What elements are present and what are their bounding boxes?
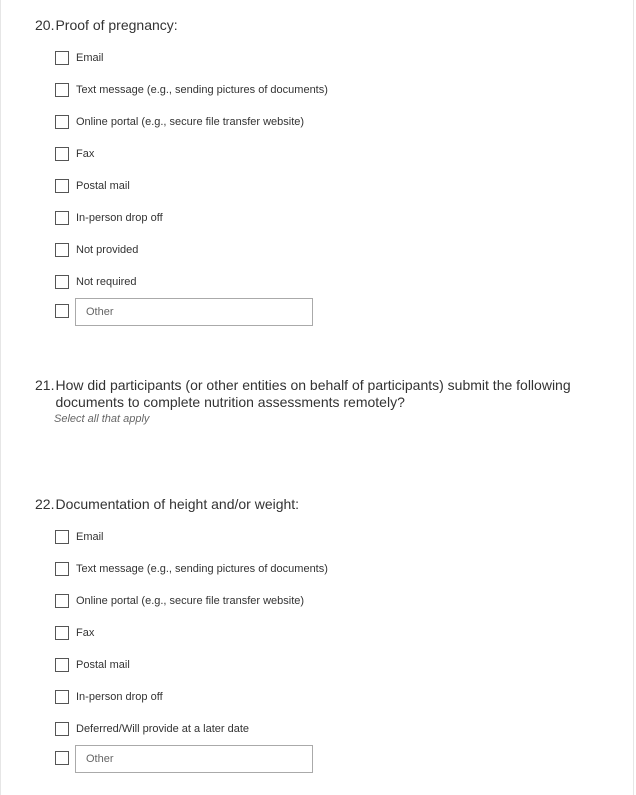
checkbox[interactable] bbox=[55, 275, 69, 289]
option-label: Text message (e.g., sending pictures of documents) bbox=[76, 84, 328, 96]
question-title bbox=[35, 496, 615, 513]
checkbox[interactable] bbox=[55, 147, 69, 161]
option-label: Text message (e.g., sending pictures of documents) bbox=[76, 563, 328, 575]
checkbox[interactable] bbox=[55, 243, 69, 257]
option-email[interactable] bbox=[55, 42, 615, 74]
question-text: Proof of pregnancy: bbox=[55, 17, 178, 33]
checkbox[interactable] bbox=[55, 304, 69, 318]
option-online-portal[interactable] bbox=[55, 585, 615, 617]
checkbox[interactable] bbox=[55, 658, 69, 672]
other-input[interactable] bbox=[75, 745, 313, 773]
option-online-portal[interactable] bbox=[55, 106, 615, 138]
checkbox[interactable] bbox=[55, 115, 69, 129]
option-label: Postal mail bbox=[76, 180, 130, 192]
question-number: 22. bbox=[35, 496, 55, 512]
option-label: In-person drop off bbox=[76, 212, 163, 224]
question-subtitle: Select all that apply bbox=[54, 413, 150, 425]
option-not-required[interactable] bbox=[55, 266, 615, 298]
option-label: Postal mail bbox=[76, 659, 130, 671]
checkbox[interactable] bbox=[55, 179, 69, 193]
option-in-person[interactable] bbox=[55, 202, 615, 234]
option-deferred[interactable] bbox=[55, 713, 615, 745]
option-label: Email bbox=[76, 531, 104, 543]
option-text-message[interactable] bbox=[55, 74, 615, 106]
checkbox[interactable] bbox=[55, 594, 69, 608]
option-postal-mail[interactable] bbox=[55, 649, 615, 681]
checkbox[interactable] bbox=[55, 690, 69, 704]
checkbox[interactable] bbox=[55, 626, 69, 640]
option-in-person[interactable] bbox=[55, 681, 615, 713]
question-number: 20. bbox=[35, 17, 55, 33]
option-label: Not required bbox=[76, 276, 137, 288]
option-label: Online portal (e.g., secure file transfer website) bbox=[76, 116, 305, 128]
question-text: Documentation of height and/or weight: bbox=[55, 496, 300, 512]
question-title bbox=[35, 377, 615, 411]
option-label: Fax bbox=[76, 148, 95, 160]
option-other bbox=[55, 298, 615, 332]
question-text: How did participants (or other entities on behalf of participants) submit the following documents to complete nutrition assessments remotely? bbox=[55, 377, 571, 410]
checkbox[interactable] bbox=[55, 83, 69, 97]
option-postal-mail[interactable] bbox=[55, 170, 615, 202]
question-number: 21. bbox=[35, 377, 55, 393]
checkbox[interactable] bbox=[55, 530, 69, 544]
question-21 bbox=[35, 377, 615, 425]
question-title bbox=[35, 17, 615, 34]
option-fax[interactable] bbox=[55, 138, 615, 170]
checkbox[interactable] bbox=[55, 562, 69, 576]
option-email[interactable] bbox=[55, 521, 615, 553]
option-text-message[interactable] bbox=[55, 553, 615, 585]
question-20 bbox=[35, 17, 615, 332]
option-label: In-person drop off bbox=[76, 691, 163, 703]
other-input[interactable] bbox=[75, 298, 313, 326]
option-label: Fax bbox=[76, 627, 95, 639]
option-other bbox=[55, 745, 615, 779]
option-label: Not provided bbox=[76, 244, 139, 256]
checkbox[interactable] bbox=[55, 51, 69, 65]
option-label: Online portal (e.g., secure file transfer website) bbox=[76, 595, 305, 607]
option-fax[interactable] bbox=[55, 617, 615, 649]
option-label: Email bbox=[76, 52, 104, 64]
option-not-provided[interactable] bbox=[55, 234, 615, 266]
checkbox[interactable] bbox=[55, 751, 69, 765]
question-22 bbox=[35, 496, 615, 779]
checkbox[interactable] bbox=[55, 211, 69, 225]
checkbox[interactable] bbox=[55, 722, 69, 736]
option-label: Deferred/Will provide at a later date bbox=[76, 723, 250, 735]
